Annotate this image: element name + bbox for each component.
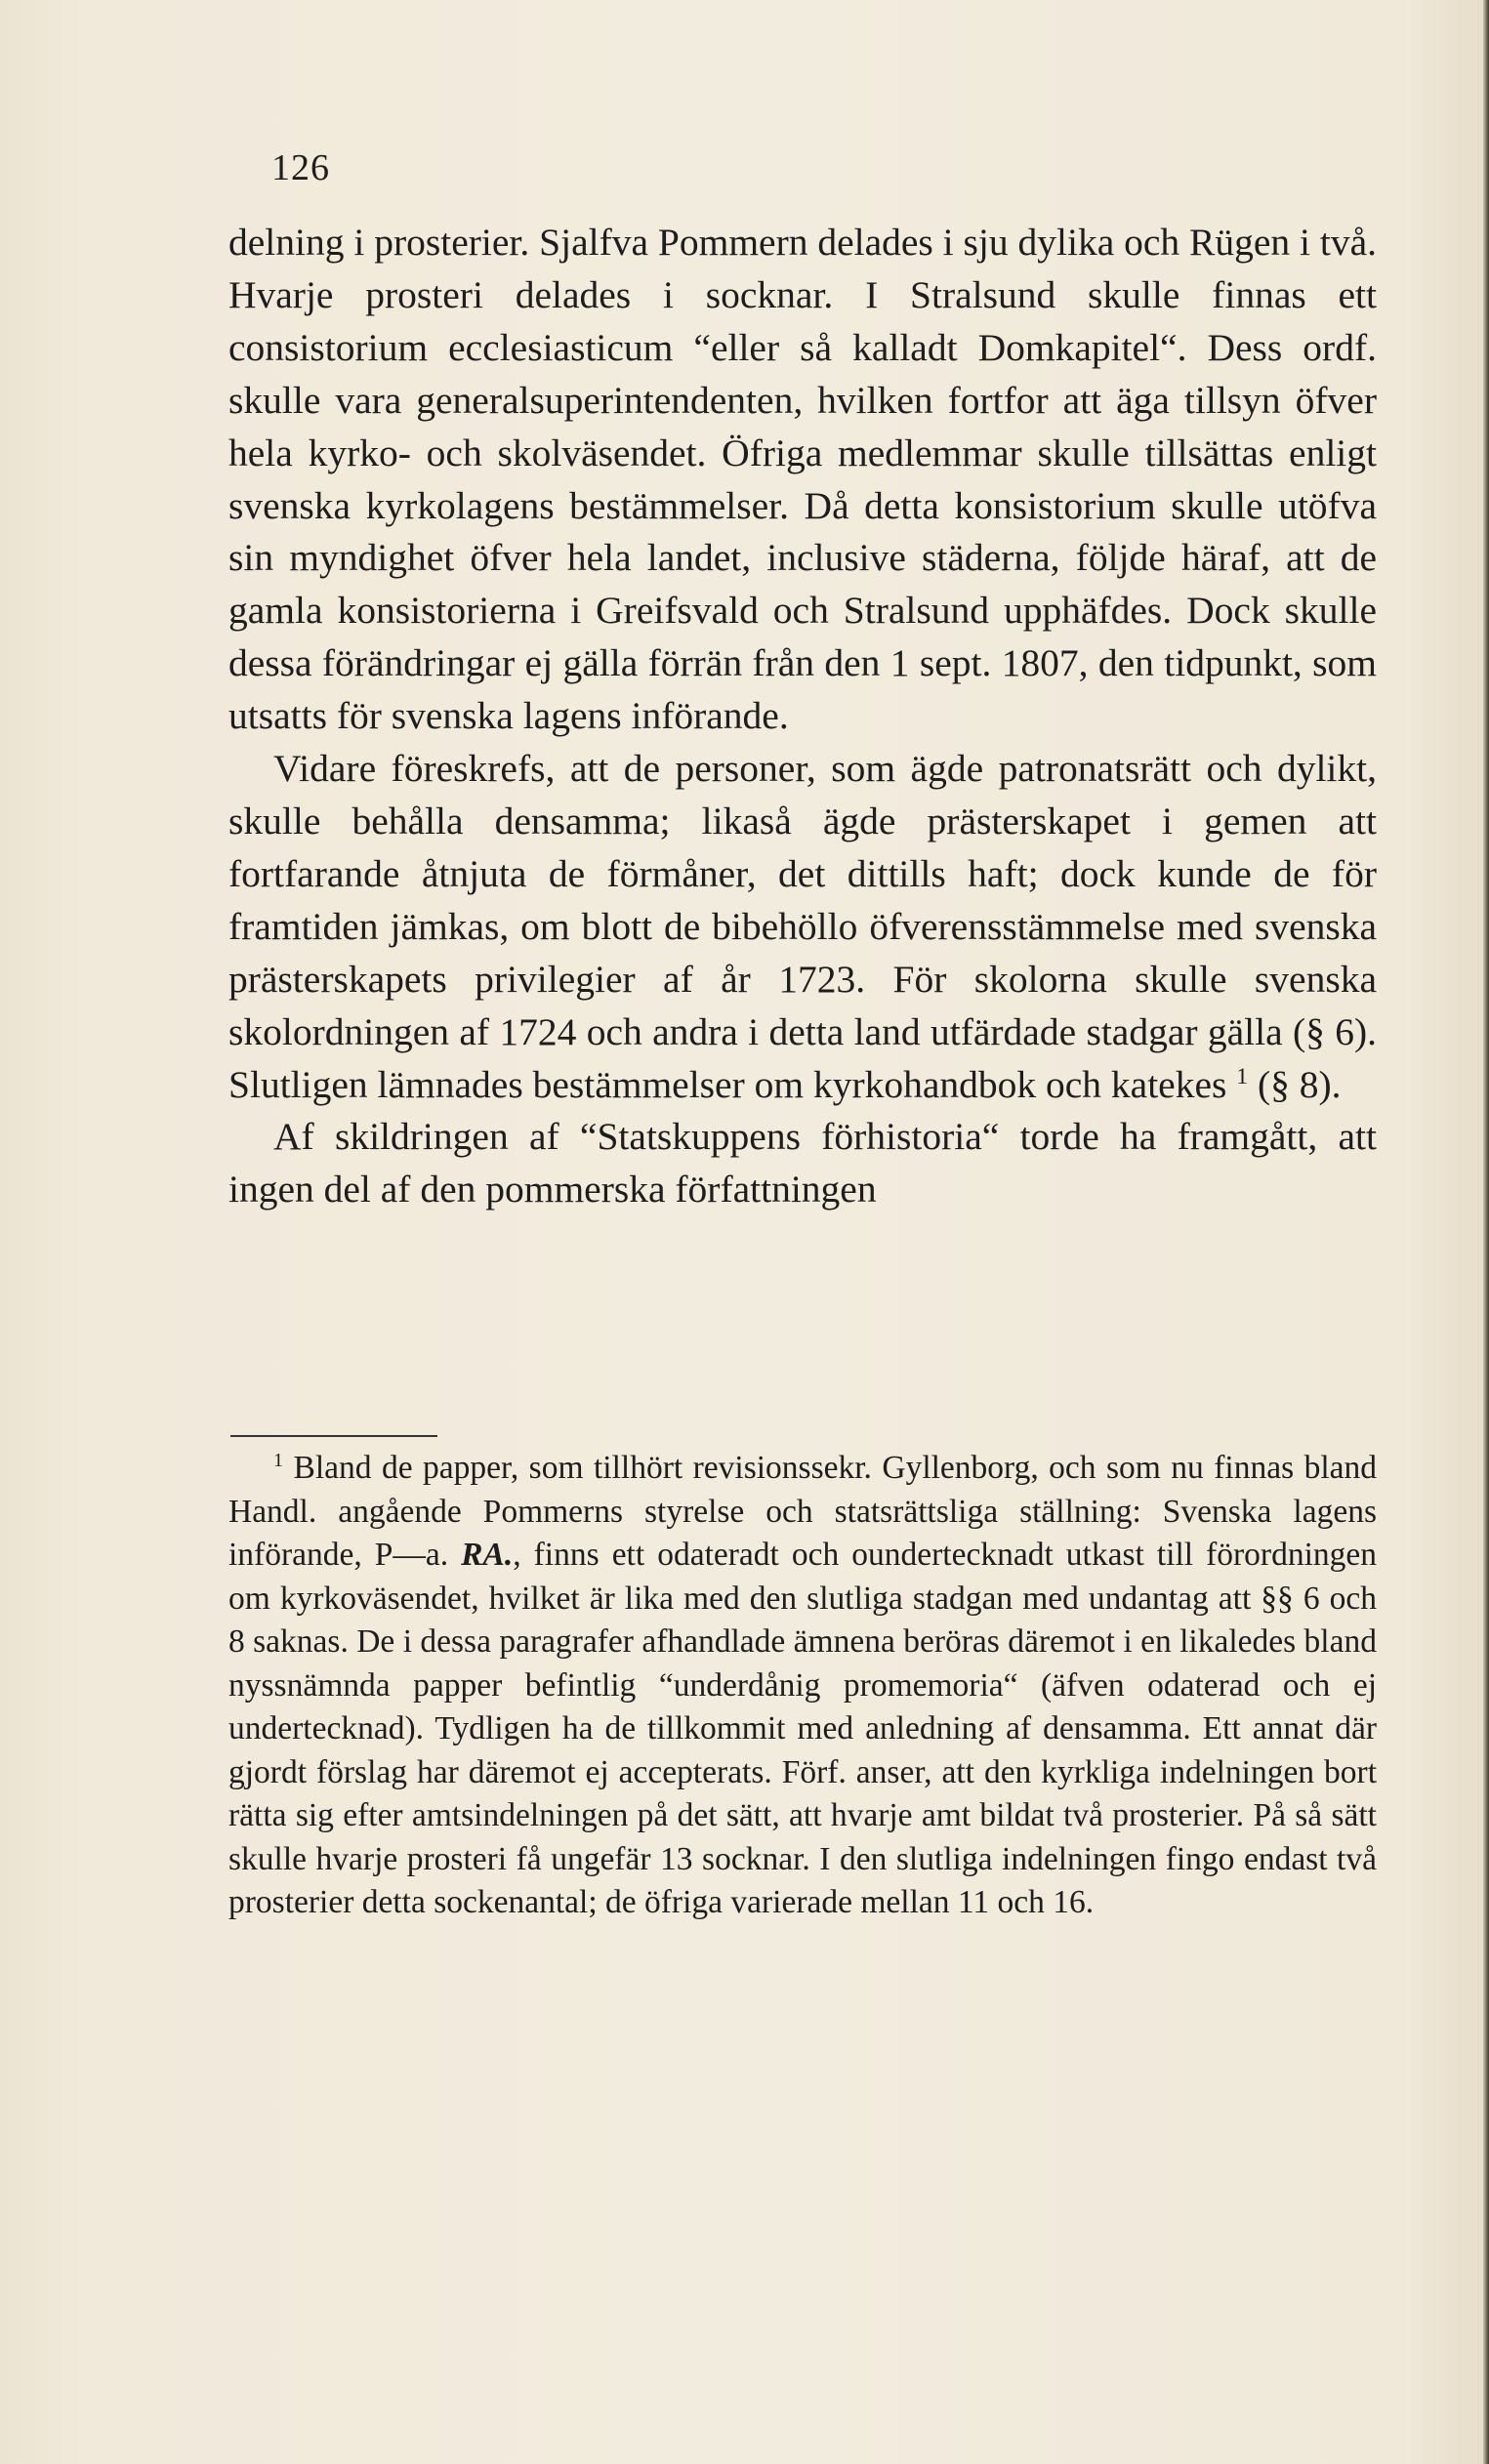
page-number: 126 [271, 147, 330, 188]
footnote-reference: 1 [1236, 1063, 1249, 1089]
paragraph-3: Af skildringen af “Statskuppens förhistoria“ torde ha framgått, att ingen del af den pommerska författningen [228, 1115, 1377, 1211]
main-text [228, 217, 1377, 1216]
footnote [228, 1447, 1377, 1925]
footnote-paragraph [228, 1447, 1377, 1925]
paragraph-1: delning i prosterier. Sjalfva Pommern delades i sju dylika och Rügen i två. Hvarje prosteri delades i socknar. I Stralsund skulle finnas ett consistorium ecclesiasticum “eller så kalladt Domkapitel“. Dess ordf. skulle vara generalsuperintendenten, hvilken fortfor att äga tillsyn öfver hela kyrko- och skolväsendet. Öfriga medlemmar skulle tillsättas enligt svenska kyrkolagens bestämmelser. Då detta konsistorium skulle utöfva sin myndighet öfver hela landet, inclusive städerna, följde häraf, att de gamla konsistorierna i Greifsvald och Stralsund upphäfdes. Dock skulle dessa förändringar ej gälla förrän från den 1 sept. 1807, den tidpunkt, som utsatts för svenska lagens införande. [228, 221, 1377, 738]
paragraph-2-end: (§ 8). [1248, 1062, 1342, 1106]
footnote-marker: 1 [273, 1449, 284, 1471]
footnote-text-after: , finns ett odateradt och oundertecknadt utkast till förordningen om kyrkoväsendet, hvilket är lika med den slutliga stadgan med undantag att §§ 6 och 8 saknas. De i dessa paragrafer afhandlade ämnena beröras däremot i en likaledes bland nyssnämnda papper befintlig “underdånig promemoria“ (äfven odaterad och ej undertecknad). Tydligen ha de tillkommit med anledning af densamma. Ett annat där gjordt förslag har däremot ej accepterats. Förf. anser, att den kyrkliga indelningen bort rätta sig efter amtsindelningen på det sätt, att hvarje amt bildat två prosterier. På så sätt skulle hvarje prosteri få ungefär 13 socknar. I den slutliga indelningen fingo endast två prosterier detta sockenantal; de öfriga varierade mellan 11 och 16. [228, 1537, 1377, 1920]
page-edge-shadow [1483, 0, 1489, 2464]
footnote-ra-abbrev: RA. [461, 1537, 514, 1573]
footnote-text-before: Bland de papper, som tillhört revisionssekr. Gyllenborg, och som nu finnas bland Handl. angående Pommerns styrelse och statsrättsliga ställning: Svenska lagens införande, P—a. [228, 1450, 1377, 1573]
paragraph-2-text: Vidare föreskrefs, att de personer, som ägde patronatsrätt och dylikt, skulle behålla densamma; likaså ägde prästerskapet i gemen att fortfarande åtnjuta de förmåner, det dittills haft; dock kunde de för framtiden jämkas, om blott de bibehöllo öfverensstämmelse med svenska prästerskapets privilegier af år 1723. För skolorna skulle svenska skolordningen af 1724 och andra i detta land utfärdade stadgar gälla (§ 6). Slutligen lämnades bestämmelser om kyrkohandbok och katekes [228, 747, 1377, 1106]
footnote-separator [230, 1435, 437, 1437]
paragraph-2 [228, 743, 1377, 1111]
